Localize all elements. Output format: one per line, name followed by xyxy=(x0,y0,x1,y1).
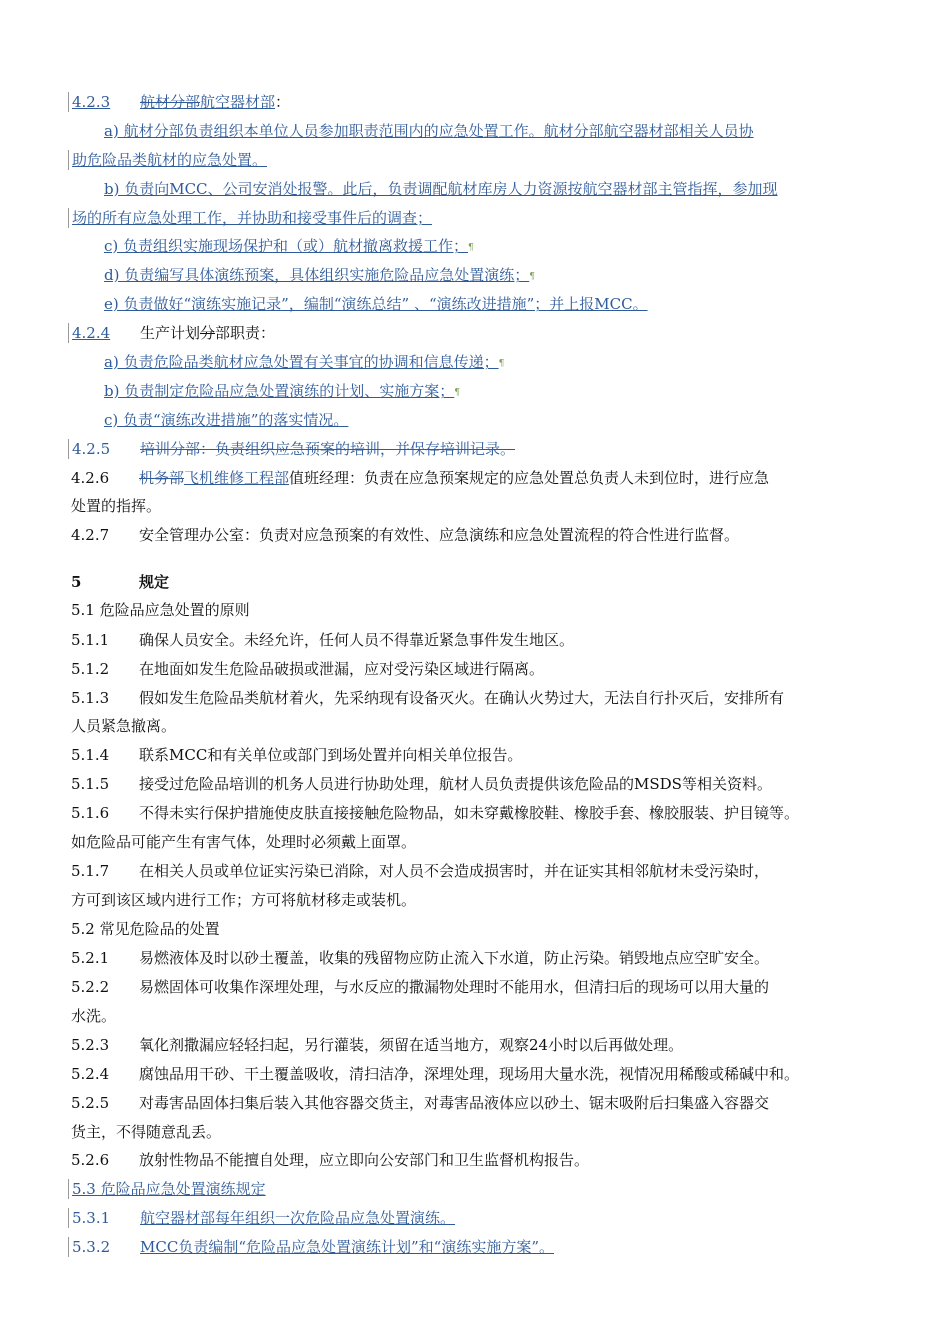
item-4-2-3-c: c) 负责组织实施现场保护和（或）航材撤离救援工作；¶ xyxy=(104,237,474,255)
paragraph-mark-icon: ¶ xyxy=(498,359,505,369)
chapter-title: 规定 xyxy=(139,573,170,591)
section-5-1-heading: 5.1 危险品应急处置的原则 xyxy=(71,601,250,619)
deleted-text: 分 xyxy=(200,324,216,342)
section-number: 4.2.4 xyxy=(72,324,111,342)
section-4-2-6-line2: 处置的指挥。 xyxy=(71,497,162,515)
item-4-2-3-a-line2: 助危险品类航材的应急处置。 xyxy=(68,150,267,170)
section-5-2-2-line2: 水洗。 xyxy=(71,1007,117,1025)
section-5-1-6-line2: 如危险品可能产生有害气体，处理时必须戴上面罩。 xyxy=(71,833,417,851)
inserted-text: 飞机维修工程部 xyxy=(184,469,290,487)
deleted-text: 航材分部 xyxy=(140,93,201,111)
deleted-text: 机务部 xyxy=(139,469,185,487)
section-5-1-5: 5.1.5 接受过危险品培训的机务人员进行协助处理，航材人员负责提供该危险品的MSDS等相关资料。 xyxy=(71,775,772,793)
item-4-2-4-c: c) 负责“演练改进措施”的落实情况。 xyxy=(104,411,349,429)
section-5-2-6: 5.2.6 放射性物品不能擅自处理，应立即向公安部门和卫生监督机构报告。 xyxy=(71,1151,590,1169)
section-4-2-6: 4.2.6 机务部飞机维修工程部值班经理：负责在应急预案规定的应急处置总负责人未到位时，进行应急 xyxy=(71,469,770,487)
chapter-number: 5 xyxy=(71,573,82,591)
item-4-2-4-a: a) 负责危险品类航材应急处置有关事宜的协调和信息传递；¶ xyxy=(104,353,505,371)
section-5-2-1: 5.2.1 易燃液体及时以砂土覆盖，收集的残留物应防止流入下水道，防止污染。销毁地点应空旷安全。 xyxy=(71,949,770,967)
section-number: 4.2.3 xyxy=(72,93,111,111)
item-4-2-3-e: e) 负责做好“演练实施记录”，编制“演练总结” 、“演练改进措施”；并上报MCC。 xyxy=(104,295,648,313)
paragraph-mark-icon: ¶ xyxy=(529,272,535,282)
section-5-2-5: 5.2.5 对毒害品固体扫集后装入其他容器交货主，对毒害品液体应以砂土、锯末吸附后扫集盛入容器交 xyxy=(71,1094,770,1112)
section-5-1-4: 5.1.4 联系MCC和有关单位或部门到场处置并向相关单位报告。 xyxy=(71,746,523,764)
section-number: 4.2.7 xyxy=(71,526,110,544)
section-5-2-5-line2: 货主，不得随意乱丢。 xyxy=(71,1123,222,1141)
section-5-3-2: 5.3.2 MCC负责编制“危险品应急处置演练计划”和“演练实施方案”。 xyxy=(68,1237,554,1257)
section-4-2-5-deleted: 4.2.5 培训分部：负责组织应急预案的培训，并保存培训记录。 xyxy=(68,439,515,459)
section-5-1-3-line2: 人员紧急撤离。 xyxy=(71,717,177,735)
section-5-1-7: 5.1.7 在相关人员或单位证实污染已消除，对人员不会造成损害时，并在证实其相邻航材未受污染时， xyxy=(71,862,770,880)
section-number: 4.2.6 xyxy=(71,469,110,487)
item-4-2-3-a-line1: a) 航材分部负责组织本单位人员参加职责范围内的应急处置工作。航材分部航空器材部相关人员协 xyxy=(104,122,754,140)
section-4-2-3-heading xyxy=(68,92,290,112)
item-4-2-3-b-line2: 场的所有应急处理工作，并协助和接受事件后的调查； xyxy=(68,208,432,228)
section-5-1-3: 5.1.3 假如发生危险品类航材着火，先采纳现有设备灭火。在确认火势过大，无法自行扑灭后，安排所有 xyxy=(71,689,785,707)
section-5-2-4: 5.2.4 腐蚀品用干砂、干土覆盖吸收，清扫洁净，深埋处理，现场用大量水洗，视情况用稀酸或稀碱中和。 xyxy=(71,1065,800,1083)
section-5-2-heading: 5.2 常见危险品的处置 xyxy=(71,920,220,938)
section-4-2-4-heading: 4.2.4 生产计划分部职责： xyxy=(68,323,275,343)
item-4-2-4-b: b) 负责制定危险品应急处置演练的计划、实施方案；¶ xyxy=(104,382,460,400)
heading-tail: ： xyxy=(275,93,291,111)
item-4-2-3-d: d) 负责编写具体演练预案，具体组织实施危险品应急处置演练；¶ xyxy=(104,266,535,284)
paragraph-mark-icon: ¶ xyxy=(454,388,460,398)
section-5-3-heading: 5.3 危险品应急处置演练规定 xyxy=(68,1179,266,1199)
chapter-5-heading xyxy=(68,572,169,592)
paragraph-mark-icon: ¶ xyxy=(468,243,474,253)
section-5-1-6: 5.1.6 不得未实行保护措施使皮肤直接接触危险物品，如未穿戴橡胶鞋、橡胶手套、橡胶服装、护目镜等。 xyxy=(71,804,800,822)
inserted-text: 航空器材部 xyxy=(200,93,276,111)
item-4-2-3-b-line1: b) 负责向MCC、公司安消处报警。此后，负责调配航材库房人力资源按航空器材部主管指挥，参加现 xyxy=(104,180,778,198)
section-5-2-2: 5.2.2 易燃固体可收集作深埋处理，与水反应的撒漏物处理时不能用水，但清扫后的现场可以用大量的 xyxy=(71,978,770,996)
section-5-1-7-line2: 方可到该区域内进行工作；方可将航材移走或装机。 xyxy=(71,891,417,909)
section-5-1-1: 5.1.1 确保人员安全。未经允许，任何人员不得靠近紧急事件发生地区。 xyxy=(71,631,575,649)
section-4-2-7: 4.2.7 安全管理办公室：负责对应急预案的有效性、应急演练和应急处置流程的符合性进行监督。 xyxy=(71,526,740,544)
section-5-3-1: 5.3.1 航空器材部每年组织一次危险品应急处置演练。 xyxy=(68,1208,455,1228)
section-5-2-3: 5.2.3 氧化剂撒漏应轻轻扫起，另行灌装，须留在适当地方，观察24小时以后再做处理。 xyxy=(71,1036,684,1054)
section-number: 4.2.5 xyxy=(72,440,111,458)
section-5-1-2: 5.1.2 在地面如发生危险品破损或泄漏，应对受污染区域进行隔离。 xyxy=(71,660,545,678)
